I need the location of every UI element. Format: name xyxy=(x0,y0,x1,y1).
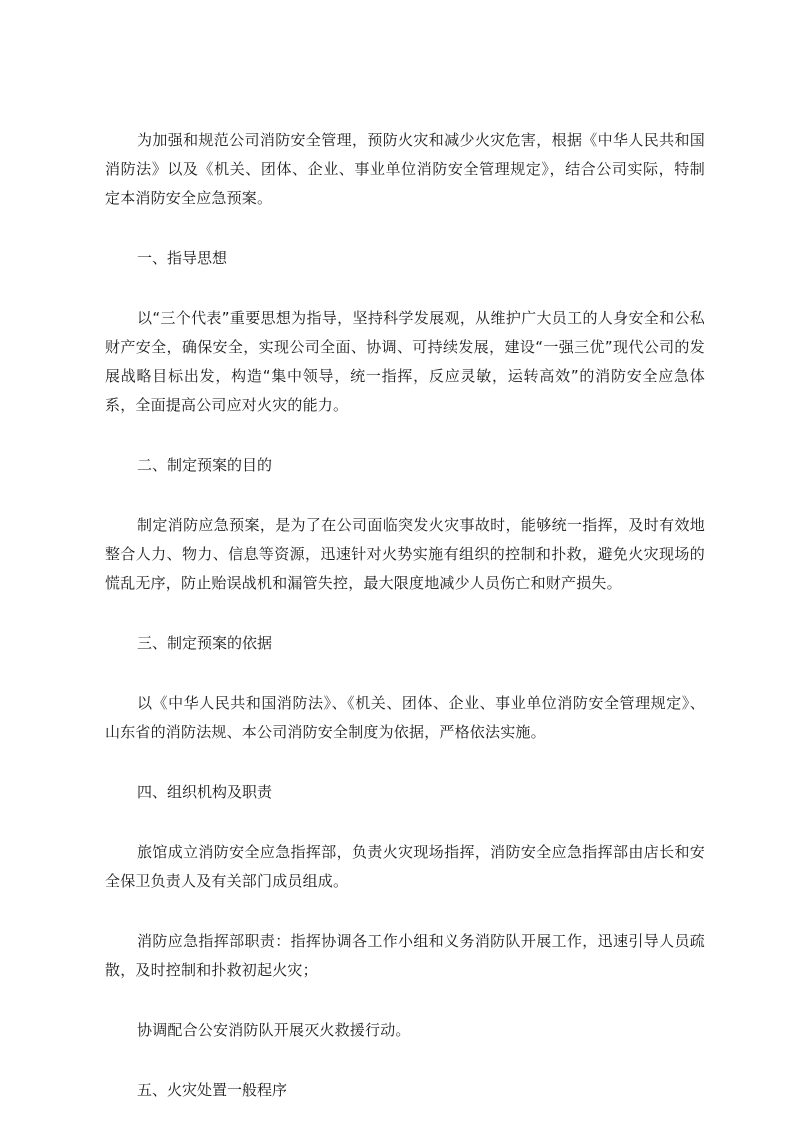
section-4-paragraph-2: 消防应急指挥部职责：指挥协调各工作小组和义务消防队开展工作，迅速引导人员疏散，及时控制和扑救初起火灾； xyxy=(105,932,705,979)
section-heading-5: 五、火灾处置一般程序 xyxy=(137,1081,288,1099)
intro-paragraph: 为加强和规范公司消防安全管理，预防火灾和减少火灾危害，根据《中华人民共和国消防法》以及《机关、团体、企业、事业单位消防安全管理规定》，结合公司实际，特制定本消防安全应急预案。 xyxy=(105,131,705,207)
section-1-paragraph: 以“三个代表”重要思想为指导，坚持科学发展观，从维护广大员工的人身安全和公私财产安全，确保安全，实现公司全面、协调、可持续发展，建设“一强三优”现代公司的发展战略目标出发，构造“集中领导，统一指挥，反应灵敏，运转高效”的消防安全应急体系，全面提高公司应对火灾的能力。 xyxy=(105,309,705,414)
section-2-paragraph: 制定消防应急预案，是为了在公司面临突发火灾事故时，能够统一指挥，及时有效地整合人力、物力、信息等资源，迅速针对火势实施有组织的控制和扑救，避免火灾现场的慌乱无序，防止贻误战机和漏管失控，最大限度地减少人员伤亡和财产损失。 xyxy=(105,516,705,592)
section-heading-3: 三、制定预案的依据 xyxy=(137,634,273,652)
document-page xyxy=(105,126,705,1105)
section-4-paragraph-3: 协调配合公安消防队开展灭火救援行动。 xyxy=(137,1021,411,1039)
section-3-paragraph: 以《中华人民共和国消防法》、《机关、团体、企业、事业单位消防安全管理规定》、山东省的消防法规、本公司消防安全制度为依据，严格依法实施。 xyxy=(105,694,705,741)
section-heading-1: 一、指导思想 xyxy=(137,249,228,267)
section-heading-2: 二、制定预案的目的 xyxy=(137,456,273,474)
section-heading-4: 四、组织机构及职责 xyxy=(137,783,273,801)
section-4-paragraph-1: 旅馆成立消防安全应急指挥部，负责火灾现场指挥，消防安全应急指挥部由店长和安全保卫负责人及有关部门成员组成。 xyxy=(105,843,705,890)
